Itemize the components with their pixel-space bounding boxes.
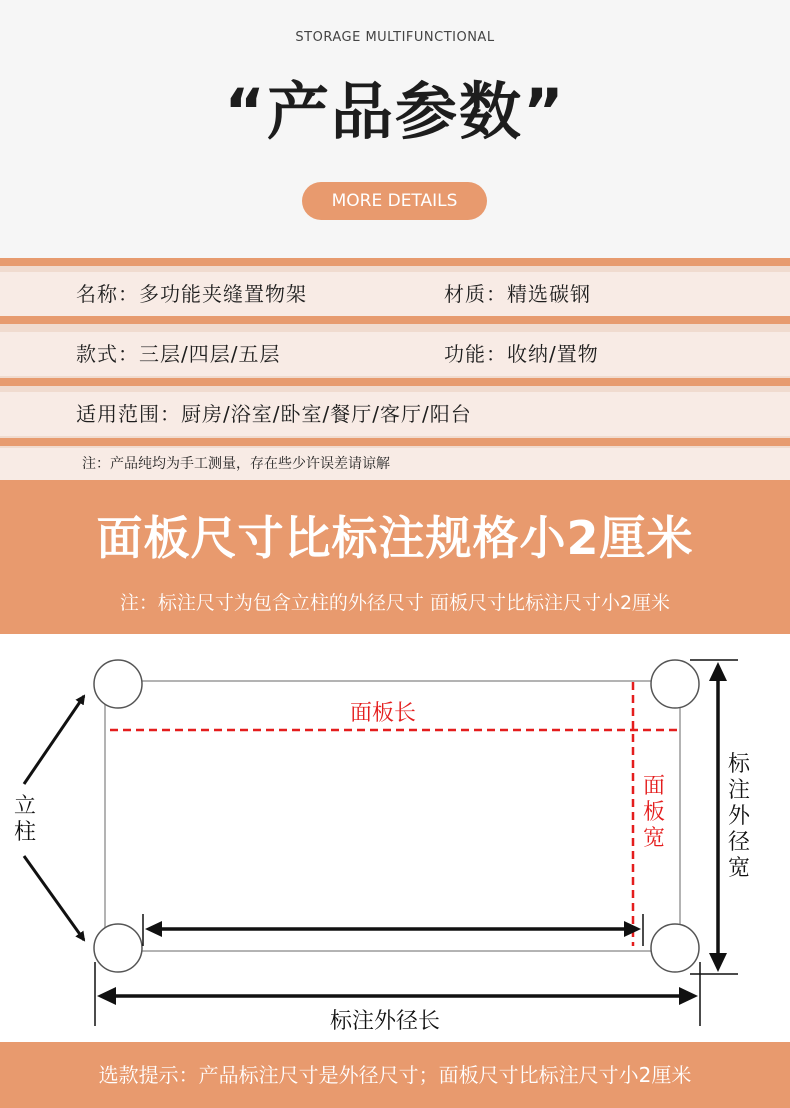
arrow-head — [145, 921, 162, 937]
banner-title: 面板尺寸比标注规格小2厘米 — [96, 511, 694, 565]
arrow-head — [709, 953, 727, 972]
more-details-button[interactable]: MORE DETAILS — [302, 182, 487, 220]
post-circle-top-right — [651, 660, 699, 708]
spec-table — [0, 258, 790, 480]
header-subtitle: STORAGE MULTIFUNCTIONAL — [295, 30, 495, 45]
divider — [0, 438, 790, 446]
outer-width-label: 标注外径宽 — [728, 752, 751, 881]
post-circle-bottom-right — [651, 924, 699, 972]
measurement-note: 注：产品纯均为手工测量，存在些少许误差请谅解 — [82, 456, 390, 472]
spec-row — [0, 392, 790, 436]
footer-tip — [0, 1042, 790, 1108]
spec-row — [0, 332, 790, 376]
dimension-diagram — [0, 634, 790, 1042]
page-title: “产品参数” — [224, 75, 566, 148]
post-pointer-arrow — [24, 856, 84, 940]
spec-material: 材质：精选碳钢 — [444, 282, 591, 306]
post-circle-top-left — [94, 660, 142, 708]
spec-name: 名称：多功能夹缝置物架 — [76, 282, 307, 306]
footer-text: 选款提示：产品标注尺寸是外径尺寸；面板尺寸比标注尺寸小2厘米 — [98, 1063, 692, 1087]
panel-width-label: 面板宽 — [643, 774, 666, 851]
panel-length-label: 面板长 — [350, 701, 417, 726]
arrow-head — [679, 987, 698, 1005]
banner-note: 注：标注尺寸为包含立柱的外径尺寸 面板尺寸比标注尺寸小2厘米 — [119, 592, 671, 614]
spec-function: 功能：收纳/置物 — [444, 342, 599, 366]
outer-length-label: 标注外径长 — [330, 1009, 441, 1034]
spec-style: 款式：三层/四层/五层 — [76, 342, 281, 366]
arrow-head — [97, 987, 116, 1005]
divider — [0, 316, 790, 324]
size-banner — [0, 480, 790, 634]
divider — [0, 378, 790, 386]
spec-scope: 适用范围：厨房/浴室/卧室/餐厅/客厅/阳台 — [76, 402, 472, 426]
divider — [0, 258, 790, 266]
post-pointer-arrow — [24, 696, 84, 784]
post-circle-bottom-left — [94, 924, 142, 972]
post-label: 立柱 — [14, 794, 37, 845]
arrow-head — [709, 662, 727, 681]
header — [0, 0, 790, 258]
measurement-note-row — [0, 448, 790, 480]
spec-row — [0, 272, 790, 316]
